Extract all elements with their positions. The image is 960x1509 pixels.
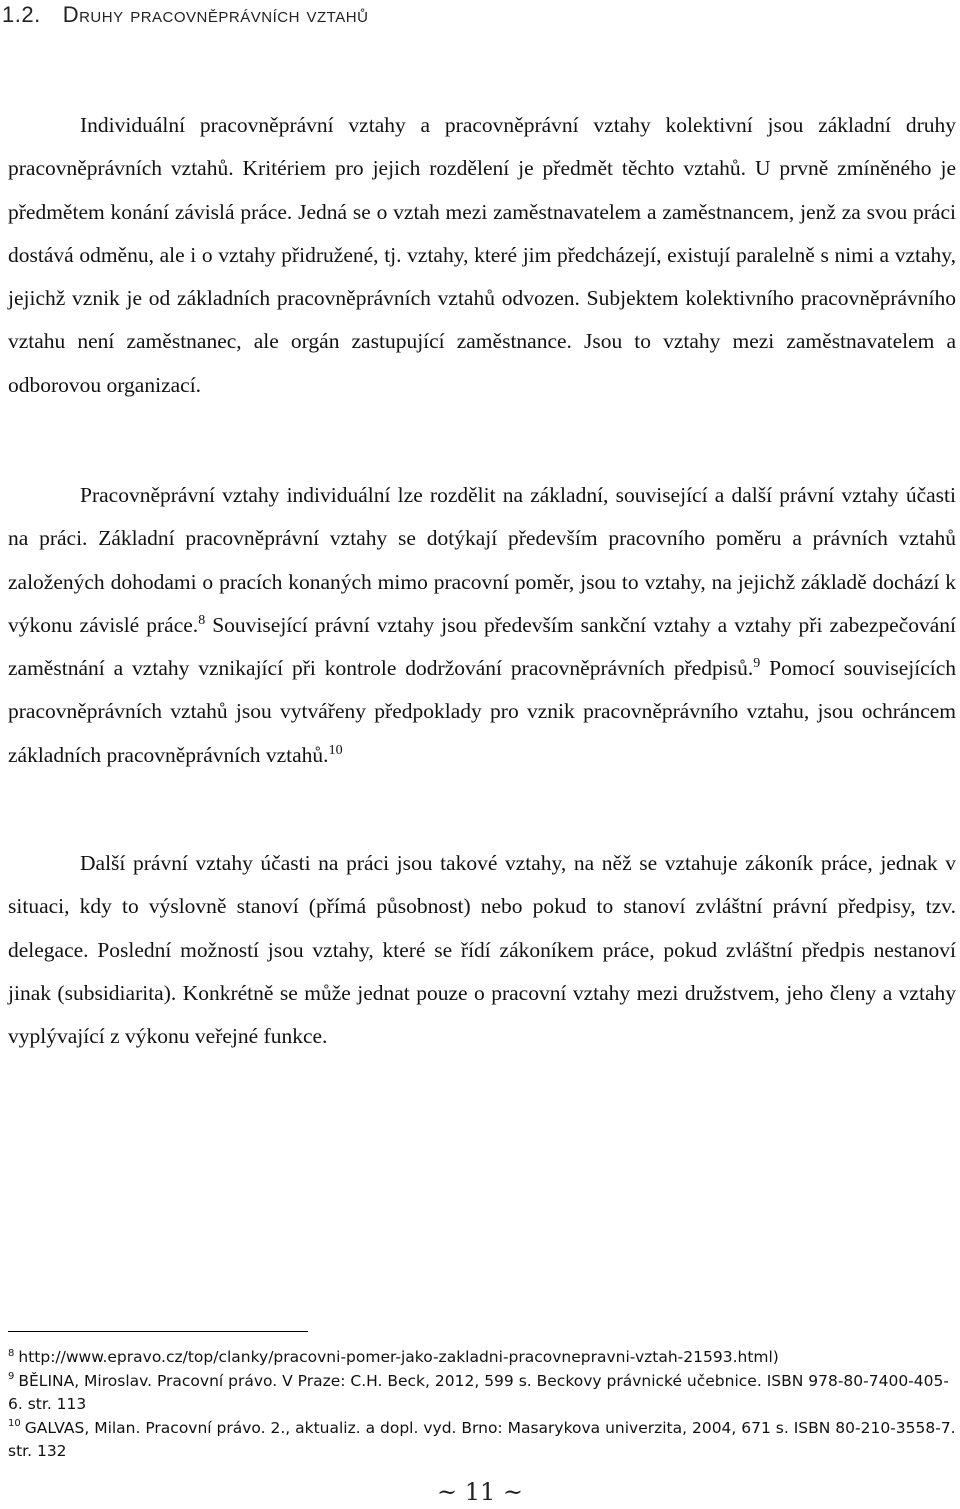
footnote-separator	[8, 1331, 308, 1332]
footnote-link[interactable]: http://www.epravo.cz/top/clanky/pracovni-pomer-jako-zakladni-pracovnepravni-vztah-21593.html)	[18, 1348, 779, 1366]
footnote-8	[8, 1346, 956, 1370]
footnote-10	[8, 1417, 956, 1464]
section-heading	[2, 2, 368, 28]
footnote-ref-9[interactable]: 9	[753, 656, 761, 672]
footnote-number: 8	[8, 1347, 15, 1359]
footnote-text: BĚLINA, Miroslav. Pracovní právo. V Praze: C.H. Beck, 2012, 599 s. Beckovy právnické učebnice. ISBN 978-80-7400-405-6. str. 113	[8, 1371, 949, 1413]
footnote-ref-10[interactable]: 10	[328, 742, 343, 758]
section-number: 1.2.	[2, 2, 41, 27]
page-number: ~ 11 ~	[436, 1478, 523, 1506]
paragraph-2	[8, 474, 956, 777]
paragraph-2-text-c: Pomocí souvisejících pracovněprávních vztahů jsou vytvářeny předpoklady pro vznik pracovněprávního vztahu, jsou ochráncem základních pracovněprávních vztahů.	[8, 656, 956, 767]
footnote-ref-8[interactable]: 8	[198, 612, 206, 628]
footnote-text: GALVAS, Milan. Pracovní právo. 2., aktualiz. a dopl. vyd. Brno: Masarykova univerzita, 2004, 671 s. ISBN 80-210-3558-7. str. 132	[8, 1418, 956, 1460]
footnotes	[8, 1346, 956, 1464]
paragraph-2-text-b: Související právní vztahy jsou především sankční vztahy a vztahy při zabezpečování zaměstnání a vztahy vznikající při kontrole dodržování pracovněprávních předpisů.	[8, 612, 956, 681]
footnote-number: 9	[8, 1371, 15, 1383]
footnote-number: 10	[8, 1418, 21, 1430]
footnote-9	[8, 1370, 956, 1417]
paragraph-1	[8, 104, 956, 407]
paragraph-1-text: Individuální pracovněprávní vztahy a pracovněprávní vztahy kolektivní jsou základní druhy pracovněprávních vztahů. Kritériem pro jejich rozdělení je předmět těchto vztahů. U prvně zmíněného je předmětem konání závislá práce. Jedná se o vztah mezi zaměstnavatelem a zaměstnancem, jenž za svou práci dostává odměnu, ale i o vztahy přidružené, tj. vztahy, které jim předcházejí, existují paralelně s nimi a vztahy, jejichž vznik je od základních pracovněprávních vztahů odvozen. Subjektem kolektivního pracovněprávního vztahu není zaměstnanec, ale orgán zastupující zaměstnance. Jsou to vztahy mezi zaměstnavatelem a odborovou organizací.	[8, 113, 956, 397]
paragraph-3-text: Další právní vztahy účasti na práci jsou takové vztahy, na něž se vztahuje zákoník práce, jednak v situaci, kdy to výslovně stanoví (přímá působnost) nebo pokud to stanoví zvláštní právní předpisy, tzv. delegace. Poslední možností jsou vztahy, které se řídí zákoníkem práce, pokud zvláštní předpis nestanoví jinak (subsidiarita). Konkrétně se může jednat pouze o pracovní vztahy mezi družstvem, jeho členy a vztahy vyplývající z výkonu veřejné funkce.	[8, 851, 956, 1049]
paragraph-3	[8, 842, 956, 1058]
section-title: Druhy pracovněprávních vztahů	[62, 2, 369, 27]
paragraph-2-text-a: Pracovněprávní vztahy individuální lze rozdělit na základní, související a další právní vztahy účasti na práci. Základní pracovněprávní vztahy se dotýkají především pracovního poměru a právních vztahů založených dohodami o pracích konaných mimo pracovní poměr, jsou to vztahy, na jejichž základě dochází k výkonu závislé práce.	[8, 483, 956, 637]
